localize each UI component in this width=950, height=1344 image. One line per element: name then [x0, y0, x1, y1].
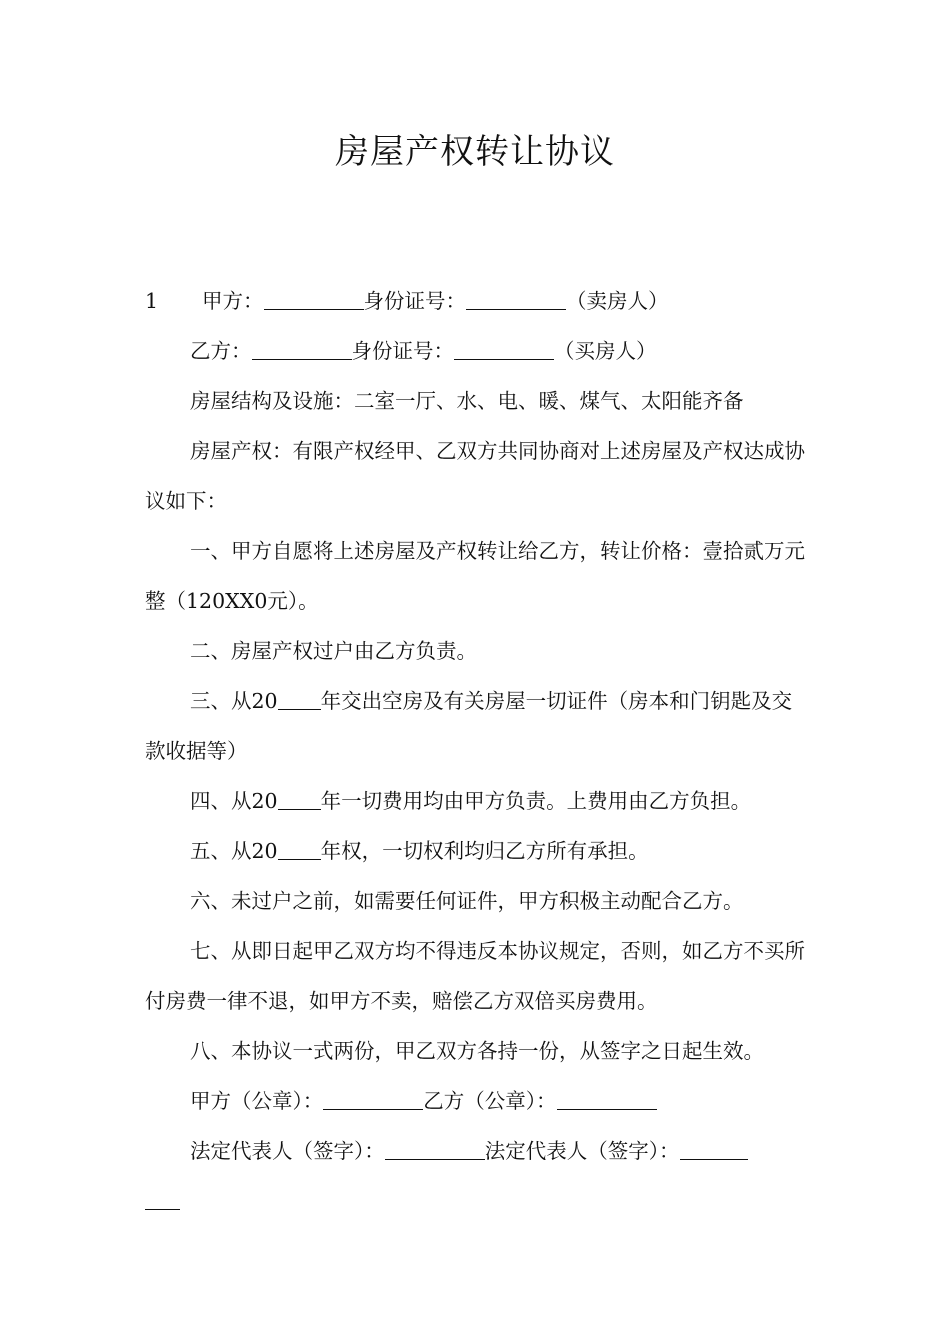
clause-3-rest: 年交出空房及有关房屋一切证件（房本和门钥匙及交款收据等）: [145, 689, 793, 763]
clause-6: 六、未过户之前，如需要任何证件，甲方积极主动配合乙方。: [190, 889, 744, 913]
party-b-line: [145, 326, 807, 376]
party-b-rep-label: 法定代表人（签字）：: [484, 1139, 680, 1163]
party-b-seal-label: 乙方（公章）：: [423, 1089, 557, 1113]
party-b-id-blank: [454, 339, 554, 360]
clause-3-year-blank: [278, 689, 321, 710]
house-structure-paragraph: 房屋结构及设施：二室一厅、水、电、暖、煤气、太阳能齐备: [190, 389, 744, 413]
party-a-seal-label: 甲方（公章）：: [190, 1089, 324, 1113]
party-b-id-label: 身份证号：: [351, 339, 454, 363]
party-a-rep-label: 法定代表人（签字）：: [190, 1139, 385, 1163]
party-a-label: 甲方：: [202, 289, 264, 313]
clause-1: 一、甲方自愿将上述房屋及产权转让给乙方，转让价格：壹拾贰万元整（120XX0元）。: [145, 539, 805, 613]
party-a-seal-blank: [323, 1089, 423, 1110]
property-rights-paragraph: 房屋产权：有限产权经甲、乙双方共同协商对上述房屋及产权达成协议如下：: [145, 439, 805, 513]
clause-3-start: 三、从20: [190, 689, 278, 713]
party-a-id-label: 身份证号：: [363, 289, 466, 313]
party-b-seal-blank: [557, 1089, 657, 1110]
party-b-role: （买房人）: [554, 339, 657, 363]
clause-7: 七、从即日起甲乙双方均不得违反本协议规定，否则，如乙方不买所付房费一律不退，如甲方不卖，赔偿乙方双倍买房费用。: [145, 939, 805, 1013]
document-body: [145, 276, 807, 1226]
clause-8: 八、本协议一式两份，甲乙双方各持一份，从签字之日起生效。: [190, 1039, 764, 1063]
clause-5-start: 五、从20: [190, 839, 278, 863]
party-b-rep-blank-continued: [145, 1189, 180, 1210]
party-a-line: [145, 276, 807, 326]
clause-2: 二、房屋产权过户由乙方负责。: [190, 639, 477, 663]
clause-4-start: 四、从20: [190, 789, 278, 813]
party-b-label: 乙方：: [190, 339, 252, 363]
party-a-id-blank: [466, 289, 566, 310]
party-a-rep-blank: [385, 1139, 485, 1160]
clause-4-year-blank: [278, 789, 321, 810]
paragraph-number: 1: [145, 289, 159, 313]
party-a-text: [202, 276, 669, 326]
clause-5-year-blank: [278, 839, 321, 860]
clause-4: [145, 776, 807, 826]
seal-line: [145, 1076, 807, 1126]
party-a-name-blank: [264, 289, 364, 310]
party-b-name-blank: [252, 339, 352, 360]
signature-line: [145, 1126, 807, 1176]
clause-5: [145, 826, 807, 876]
party-b-rep-blank: [680, 1139, 748, 1160]
party-a-role: （卖房人）: [566, 289, 669, 313]
clause-4-rest: 年一切费用均由甲方负责。上费用由乙方负担。: [320, 789, 752, 813]
clause-5-rest: 年权，一切权利均归乙方所有承担。: [320, 839, 649, 863]
signature-line-continuation: [145, 1176, 807, 1226]
clause-3: [145, 676, 807, 776]
document-title: 房屋产权转让协议: [335, 132, 615, 172]
